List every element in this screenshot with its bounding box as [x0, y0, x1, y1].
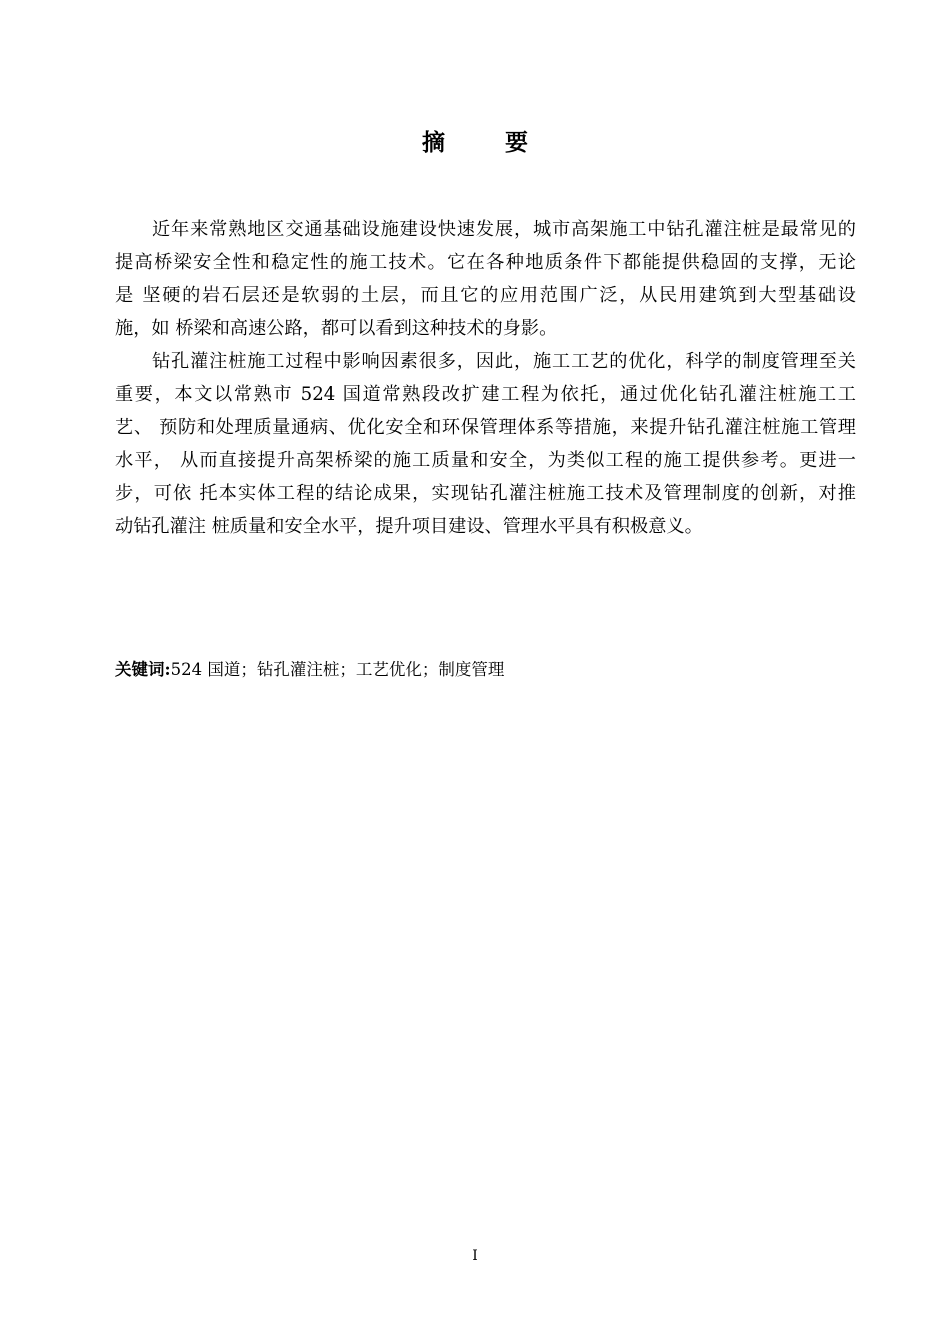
page-title: 摘 要: [421, 129, 554, 156]
text-line: 步，可依 托本实体工程的结论成果，实现钻孔灌注桩施工技术及管理制度的创新，对推: [115, 483, 856, 504]
keywords: [115, 656, 504, 684]
text-line: 重要，本文以常熟市 524 国道常熟段改扩建工程为依托，通过优化钻孔灌注桩施工工: [115, 384, 856, 405]
abstract-paragraph-2: [115, 345, 856, 543]
text-line: 水平， 从而直接提升高架桥梁的施工质量和安全，为类似工程的施工提供参考。更进一: [115, 450, 856, 471]
text-line: 艺、 预防和处理质量通病、优化安全和环保管理体系等措施，来提升钻孔灌注桩施工管理: [115, 417, 856, 438]
keywords-value: 524 国道；钻孔灌注桩；工艺优化；制度管理: [170, 660, 505, 679]
text-line: 施，如 桥梁和高速公路，都可以看到这种技术的身影。: [115, 318, 558, 339]
keywords-label: 关键词:: [115, 660, 171, 679]
text-line: 钻孔灌注桩施工过程中影响因素很多，因此，施工工艺的优化，科学的制度管理至关: [152, 351, 856, 372]
text-line: 提高桥梁安全性和稳定性的施工技术。它在各种地质条件下都能提供稳固的支撑，无论: [115, 252, 856, 273]
text-line: 近年来常熟地区交通基础设施建设快速发展，城市高架施工中钻孔灌注桩是最常见的: [152, 219, 856, 240]
page-number: I: [472, 1248, 478, 1264]
abstract-paragraph-1: [115, 213, 856, 345]
text-line: 动钻孔灌注 桩质量和安全水平，提升项目建设、管理水平具有积极意义。: [115, 516, 703, 537]
text-line: 是 坚硬的岩石层还是软弱的土层，而且它的应用范围广泛，从民用建筑到大型基础设: [115, 285, 856, 306]
